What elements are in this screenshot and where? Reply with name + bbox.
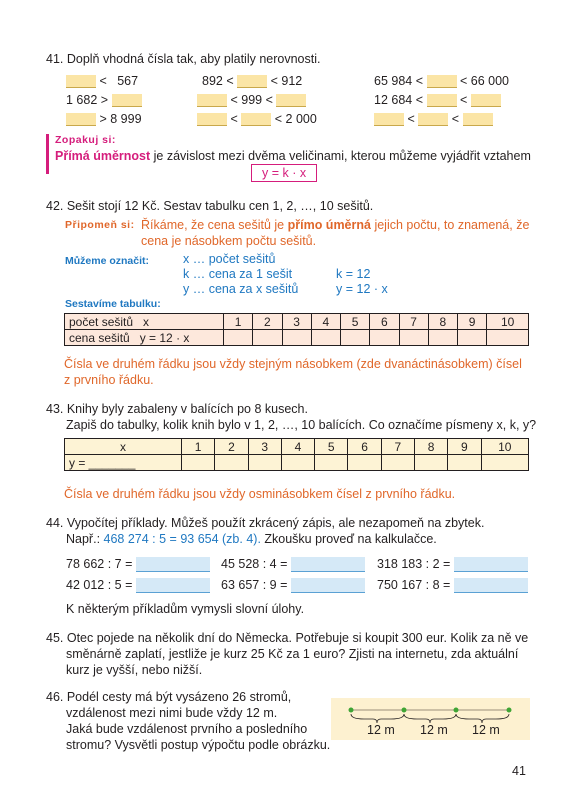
ex41-row1-col2: 892 < < 912	[202, 74, 303, 88]
table-cell[interactable]	[481, 455, 528, 471]
task-item: 45 528 : 4 =	[221, 557, 365, 572]
ex46-line: stromu? Vysvětli postup výpočtu podle obrázku.	[66, 738, 331, 752]
def-rhs: y = 12 · x	[336, 282, 388, 296]
answer-box[interactable]	[427, 75, 457, 88]
table-cell: 2	[215, 439, 248, 455]
table-cell[interactable]	[315, 455, 348, 471]
task-item: 63 657 : 9 =	[221, 578, 365, 593]
zopakuj-label: Zopakuj si:	[55, 134, 116, 146]
answer-field[interactable]	[136, 557, 210, 572]
ex44-line2: Např.: 468 274 : 5 = 93 654 (zb. 4). Zkoušku proveď na kalkulačce.	[66, 532, 437, 546]
tree-dot	[402, 708, 407, 713]
tree-figure	[331, 698, 530, 740]
table-row	[65, 439, 529, 455]
segment-label: 12 m	[367, 723, 395, 737]
page-number: 41	[512, 764, 526, 778]
table-row	[65, 330, 529, 346]
answer-box[interactable]	[427, 94, 457, 107]
table-cell[interactable]	[370, 330, 399, 346]
segment-label: 12 m	[472, 723, 500, 737]
table-cell: 10	[481, 439, 528, 455]
table-cell[interactable]	[282, 330, 311, 346]
tree-dot	[454, 708, 459, 713]
table-cell: 3	[248, 439, 281, 455]
table-cell: 10	[487, 314, 529, 330]
table-header: x	[65, 439, 182, 455]
table-cell: 9	[448, 439, 481, 455]
task-item: 42 012 : 5 =	[66, 578, 210, 593]
ex42-title: 42. Sešit stojí 12 Kč. Sestav tabulku cen 1, 2, …, 10 sešitů.	[46, 199, 374, 213]
def-line: k … cena za 1 sešit	[183, 267, 293, 281]
brace	[351, 714, 404, 723]
brace	[456, 714, 509, 723]
table-cell: 7	[399, 314, 428, 330]
answer-box[interactable]	[66, 75, 96, 88]
def-rhs: k = 12	[336, 267, 371, 281]
answer-field[interactable]	[454, 557, 528, 572]
table-cell: 3	[282, 314, 311, 330]
pripomen-line1: Říkáme, že cena sešitů je přímo úměrná jejich počtu, to znamená, že	[141, 218, 530, 232]
table-cell: 4	[311, 314, 340, 330]
table-header: y = _______	[65, 455, 182, 471]
answer-box[interactable]	[471, 94, 501, 107]
brace	[404, 714, 456, 723]
table-cell[interactable]	[399, 330, 428, 346]
table-cell: 2	[253, 314, 282, 330]
task-item: 78 662 : 7 =	[66, 557, 210, 572]
answer-box[interactable]	[418, 113, 448, 126]
answer-box[interactable]	[66, 113, 96, 126]
def-line: y … cena za x sešitů	[183, 282, 299, 296]
def-line: x … počet sešitů	[183, 252, 276, 266]
ex41-row3-col1: > 8 999	[66, 112, 142, 126]
ex41-row2-col1: 1 682 >	[66, 93, 142, 107]
table-cell[interactable]	[182, 455, 215, 471]
answer-field[interactable]	[454, 578, 528, 593]
task-item: 750 167 : 8 =	[377, 578, 528, 593]
segment-label: 12 m	[420, 723, 448, 737]
muzeme-label: Můžeme označit:	[65, 255, 150, 267]
table-header: počet sešitů x	[65, 314, 224, 330]
answer-box[interactable]	[374, 113, 404, 126]
answer-box[interactable]	[241, 113, 271, 126]
tree-dot	[349, 708, 354, 713]
table-cell[interactable]	[341, 330, 370, 346]
table-cell[interactable]	[224, 330, 253, 346]
table-cell[interactable]	[248, 455, 281, 471]
answer-box[interactable]	[197, 113, 227, 126]
table-cell: 5	[341, 314, 370, 330]
table-cell[interactable]	[487, 330, 529, 346]
callout-bar	[46, 134, 49, 174]
table-cell: 1	[182, 439, 215, 455]
ex42-table	[64, 313, 529, 346]
formula-box: y = k · x	[251, 164, 317, 182]
ex46-line: vzdálenost mezi nimi bude vždy 12 m.	[66, 706, 278, 720]
answer-box[interactable]	[463, 113, 493, 126]
table-cell: 6	[348, 439, 381, 455]
pripomen-label: Připomeň si:	[65, 219, 135, 231]
ex43-table	[64, 438, 529, 471]
ex41-title: 41. Doplň vhodná čísla tak, aby platily nerovnosti.	[46, 52, 321, 66]
table-cell[interactable]	[428, 330, 457, 346]
ex41-row2-col3: 12 684 < <	[374, 93, 501, 107]
ex41-row1-col3: 65 984 < < 66 000	[374, 74, 509, 88]
ex46-line: 46. Podél cesty má být vysázeno 26 stromů,	[46, 690, 292, 704]
ex41-row2-col2: < 999 <	[197, 93, 306, 107]
ex43-note: Čísla ve druhém řádku jsou vždy osminásobkem čísel z prvního řádku.	[64, 487, 456, 501]
answer-box[interactable]	[112, 94, 142, 107]
table-cell: 1	[224, 314, 253, 330]
answer-box[interactable]	[276, 94, 306, 107]
table-cell[interactable]	[215, 455, 248, 471]
table-cell: 6	[370, 314, 399, 330]
ex41-row3-col3: < <	[374, 112, 493, 126]
sestavime-label: Sestavíme tabulku:	[65, 298, 161, 310]
ex43-line2: Zapiš do tabulky, kolik knih bylo v 1, 2, …, 10 balících. Co označíme písmeny x, k, y?	[66, 418, 537, 432]
table-cell: 5	[315, 439, 348, 455]
table-cell[interactable]	[381, 455, 414, 471]
table-row	[65, 455, 529, 471]
table-cell: 8	[414, 439, 447, 455]
ex41-row3-col2: < < 2 000	[197, 112, 317, 126]
ex45-line: 45. Otec pojede na několik dní do Německa. Potřebuje si koupit 300 eur. Kolik za ně ve	[46, 631, 529, 645]
answer-field[interactable]	[291, 557, 365, 572]
ex46-line: Jaká bude vzdálenost prvního a posledního	[66, 722, 308, 736]
table-cell[interactable]	[458, 330, 487, 346]
table-cell[interactable]	[348, 455, 381, 471]
answer-box[interactable]	[237, 75, 267, 88]
table-cell: 9	[458, 314, 487, 330]
answer-box[interactable]	[197, 94, 227, 107]
tree-dot	[507, 708, 512, 713]
zopakuj-text: Přímá úměrnost je závislost mezi dvěma veličinami, kterou můžeme vyjádřit vztahem	[55, 149, 531, 163]
ex45-line: kurz je vyšší, nebo nižší.	[66, 663, 203, 677]
answer-field[interactable]	[136, 578, 210, 593]
ex41-row1-col1: < 567	[66, 74, 138, 88]
ex44-line1: 44. Vypočítej příklady. Můžeš použít zkrácený zápis, ale nezapomeň na zbytek.	[46, 516, 485, 530]
ex42-note1: Čísla ve druhém řádku jsou vždy stejným násobkem (zde dvanáctinásobkem) čísel	[64, 357, 522, 371]
task-item: 318 183 : 2 =	[377, 557, 528, 572]
table-cell[interactable]	[311, 330, 340, 346]
table-cell: 7	[381, 439, 414, 455]
ex45-line: směnárně zaplatí, jestliže je kurz 25 Kč za 1 euro? Zjisti na internetu, zda aktuální	[66, 647, 519, 661]
table-cell[interactable]	[281, 455, 314, 471]
ex43-line1: 43. Knihy byly zabaleny v balících po 8 kusech.	[46, 402, 308, 416]
ex42-note2: z prvního řádku.	[64, 373, 154, 387]
table-cell[interactable]	[253, 330, 282, 346]
table-row	[65, 314, 529, 330]
table-header: cena sešitů y = 12 · x	[65, 330, 224, 346]
table-cell: 4	[281, 439, 314, 455]
table-cell[interactable]	[414, 455, 447, 471]
table-cell[interactable]	[448, 455, 481, 471]
answer-field[interactable]	[291, 578, 365, 593]
table-cell: 8	[428, 314, 457, 330]
pripomen-line2: cena je násobkem počtu sešitů.	[141, 234, 317, 248]
ex44-footer: K některým příkladům vymysli slovní úlohy.	[66, 602, 305, 616]
